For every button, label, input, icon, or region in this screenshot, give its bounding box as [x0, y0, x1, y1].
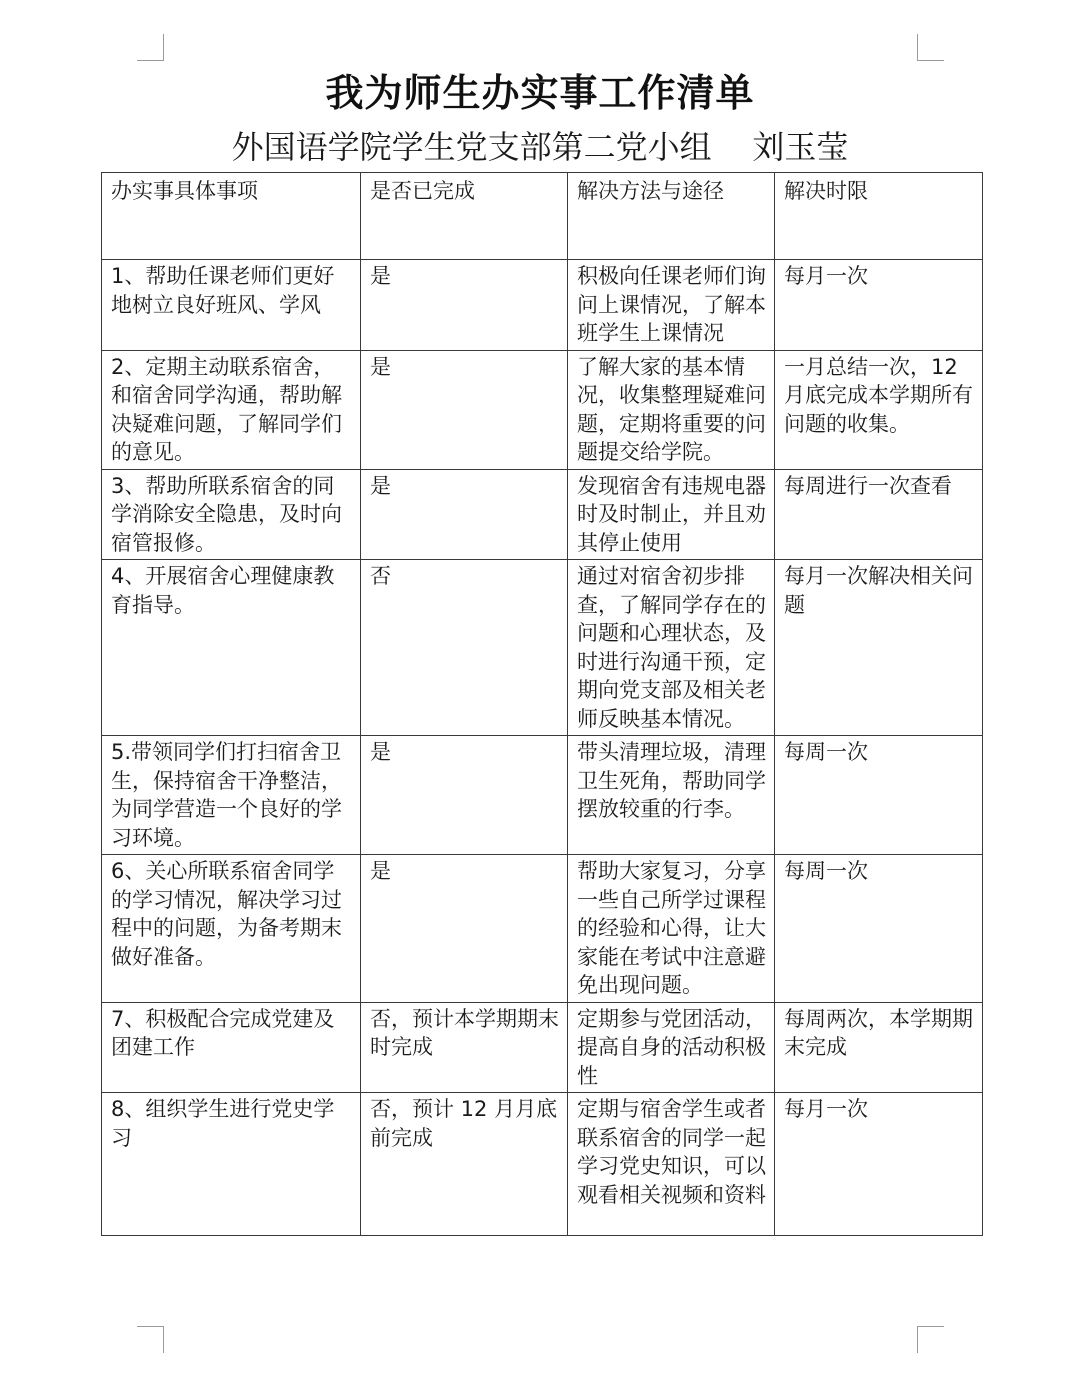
table-header-row — [102, 173, 983, 260]
completed-cell: 否 — [361, 560, 568, 736]
corner-mark-top-right — [917, 34, 944, 61]
method-cell: 了解大家的基本情况，收集整理疑难问题，定期将重要的问题提交给学院。 — [568, 350, 775, 469]
time-limit-cell: 每月一次解决相关问题 — [775, 560, 983, 736]
method-cell: 带头清理垃圾，清理卫生死角，帮助同学摆放较重的行李。 — [568, 736, 775, 855]
completed-cell: 是 — [361, 350, 568, 469]
time-limit-cell: 每周两次，本学期期末完成 — [775, 1002, 983, 1093]
header-method: 解决方法与途径 — [568, 173, 775, 260]
task-list-table — [101, 172, 983, 1236]
task-cell: 8、组织学生进行党史学习 — [102, 1093, 361, 1236]
completed-cell: 是 — [361, 855, 568, 1003]
corner-mark-bottom-left — [137, 1326, 164, 1353]
time-limit-cell: 每周进行一次查看 — [775, 469, 983, 560]
header-time-limit: 解决时限 — [775, 173, 983, 260]
method-cell: 定期与宿舍学生或者联系宿舍的同学一起学习党史知识，可以观看相关视频和资料 — [568, 1093, 775, 1236]
time-limit-cell: 一月总结一次，12月底完成本学期所有问题的收集。 — [775, 350, 983, 469]
task-cell: 5.带领同学们打扫宿舍卫生，保持宿舍干净整洁，为同学营造一个良好的学习环境。 — [102, 736, 361, 855]
method-cell: 积极向任课老师们询问上课情况，了解本班学生上课情况 — [568, 260, 775, 351]
header-task: 办实事具体事项 — [102, 173, 361, 260]
method-cell: 通过对宿舍初步排查，了解同学存在的问题和心理状态，及时进行沟通干预，定期向党支部及相关老师反映基本情况。 — [568, 560, 775, 736]
document-subtitle: 外国语学院学生党支部第二党小组 刘玉莹 — [231, 128, 849, 166]
table-row — [102, 560, 983, 736]
completed-cell: 是 — [361, 260, 568, 351]
completed-cell: 是 — [361, 469, 568, 560]
corner-mark-bottom-right — [917, 1326, 944, 1353]
task-cell: 1、帮助任课老师们更好地树立良好班风、学风 — [102, 260, 361, 351]
task-cell: 7、积极配合完成党建及团建工作 — [102, 1002, 361, 1093]
table-row — [102, 1002, 983, 1093]
completed-cell: 否，预计 12 月月底前完成 — [361, 1093, 568, 1236]
table-row — [102, 1093, 983, 1236]
method-cell: 定期参与党团活动，提高自身的活动积极性 — [568, 1002, 775, 1093]
method-cell: 帮助大家复习，分享一些自己所学过课程的经验和心得，让大家能在考试中注意避免出现问题。 — [568, 855, 775, 1003]
time-limit-cell: 每周一次 — [775, 736, 983, 855]
table-row — [102, 736, 983, 855]
task-cell: 4、开展宿舍心理健康教育指导。 — [102, 560, 361, 736]
task-cell: 2、定期主动联系宿舍，和宿舍同学沟通，帮助解决疑难问题，了解同学们的意见。 — [102, 350, 361, 469]
table-row — [102, 350, 983, 469]
time-limit-cell: 每月一次 — [775, 1093, 983, 1236]
time-limit-cell: 每月一次 — [775, 260, 983, 351]
completed-cell: 是 — [361, 736, 568, 855]
task-cell: 6、关心所联系宿舍同学的学习情况，解决学习过程中的问题，为备考期末做好准备。 — [102, 855, 361, 1003]
corner-mark-top-left — [137, 34, 164, 61]
header-completed: 是否已完成 — [361, 173, 568, 260]
task-cell: 3、帮助所联系宿舍的同学消除安全隐患，及时向宿管报修。 — [102, 469, 361, 560]
table-row — [102, 260, 983, 351]
document-title: 我为师生办实事工作清单 — [325, 71, 755, 115]
method-cell: 发现宿舍有违规电器时及时制止，并且劝其停止使用 — [568, 469, 775, 560]
table-row — [102, 855, 983, 1003]
completed-cell: 否，预计本学期期末时完成 — [361, 1002, 568, 1093]
time-limit-cell: 每周一次 — [775, 855, 983, 1003]
table-row — [102, 469, 983, 560]
